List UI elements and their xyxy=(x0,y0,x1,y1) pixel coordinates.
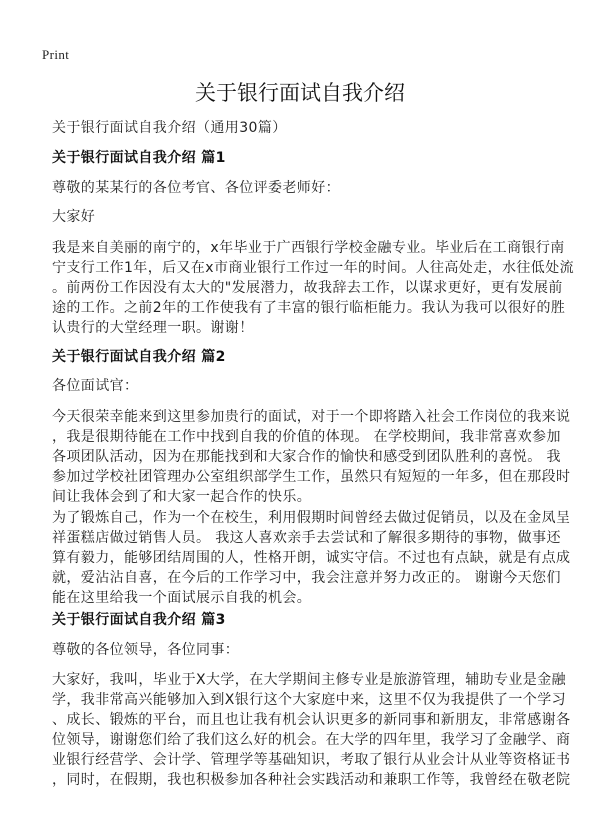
paragraph-line: 各项团队活动，因为在那能找到和大家合作的愉快和感受到团队胜利的喜悦。 我 xyxy=(52,449,561,465)
section-heading: 关于银行面试自我介绍 篇1 xyxy=(52,150,226,166)
paragraph-line: 祥蛋糕店做过销售人员。 我这人喜欢亲手去尝试和了解很多期待的事物，做事还 xyxy=(52,530,561,546)
paragraph-line: 途的工作。之前2年的工作使我有了丰富的银行临柜能力。我认为我可以很好的胜 xyxy=(52,300,566,316)
paragraph-line: 宁支行工作1年，后又在x市商业银行工作过一年的时间。人往高处走，水往低处流 xyxy=(52,260,574,276)
greeting: 尊敬的各位领导，各位同事： xyxy=(52,642,240,658)
paragraph-line: 能在这里给我一个面试展示自我的机会。 xyxy=(52,590,312,606)
page-title: 关于银行面试自我介绍 xyxy=(195,81,405,105)
paragraph-line: ，同时，在假期，我也积极参加各种社会实践活动和兼职工作等，我曾经在敬老院 xyxy=(52,772,571,788)
paragraph-line: 为了锻炼自己，作为一个在校生，利用假期时间曾经去做过促销员，以及在金凤呈 xyxy=(52,510,571,526)
paragraph-line: ，我是很期待能在工作中找到自我的价值的体现。 在学校期间，我非常喜欢参加 xyxy=(52,429,561,445)
subtitle: 关于银行面试自我介绍（通用30篇） xyxy=(52,120,287,136)
paragraph-line: 间让我体会到了和大家一起合作的快乐。 xyxy=(52,489,312,505)
print-link[interactable]: Print xyxy=(42,47,70,62)
paragraph-line: 就，爱沾沾自喜，在今后的工作学习中，我会注意并努力改正的。 谢谢今天您们 xyxy=(52,570,561,586)
greeting: 各位面试官： xyxy=(52,378,139,394)
greeting-2: 大家好 xyxy=(52,209,96,225)
section-heading: 关于银行面试自我介绍 篇2 xyxy=(52,349,226,365)
paragraph-line: 、成长、锻炼的平台，而且也让我有机会认识更多的新同事和新朋友，非常感谢各 xyxy=(52,712,571,728)
paragraph-line: 认贵行的大堂经理一职。谢谢！ xyxy=(52,320,254,336)
paragraph-line: 参加过学校社团管理办公室组织部学生工作，虽然只有短短的一年多，但在那段时 xyxy=(52,469,571,485)
paragraph-line: 业银行经营学、会计学、管理学等基础知识，考取了银行从业会计从业等资格证书 xyxy=(52,752,571,768)
paragraph-line: 今天很荣幸能来到这里参加贵行的面试，对于一个即将踏入社会工作岗位的我来说 xyxy=(52,409,571,425)
paragraph-line: 我是来自美丽的南宁的，x年毕业于广西银行学校金融专业。毕业后在工商银行南 xyxy=(52,240,565,256)
paragraph-line: 位领导，谢谢您们给了我们这么好的机会。在大学的四年里，我学习了金融学、商 xyxy=(52,732,571,748)
paragraph-line: 算有毅力，能够团结周围的人，性格开朗，诚实守信。不过也有点缺，就是有点成 xyxy=(52,550,571,566)
paragraph-line: 大家好，我叫，毕业于X大学，在大学期间主修专业是旅游管理，辅助专业是金融 xyxy=(52,672,566,688)
section-heading: 关于银行面试自我介绍 篇3 xyxy=(52,612,226,628)
greeting: 尊敬的某某行的各位考官、各位评委老师好： xyxy=(52,180,340,196)
paragraph-line: 。前两份工作因没有太大的"发展潜力，故我辞去工作，以谋求更好，更有发展前 xyxy=(52,280,563,296)
paragraph-line: 学，我非常高兴能够加入到X银行这个大家庭中来，这里不仅为我提供了一个学习 xyxy=(52,692,566,708)
